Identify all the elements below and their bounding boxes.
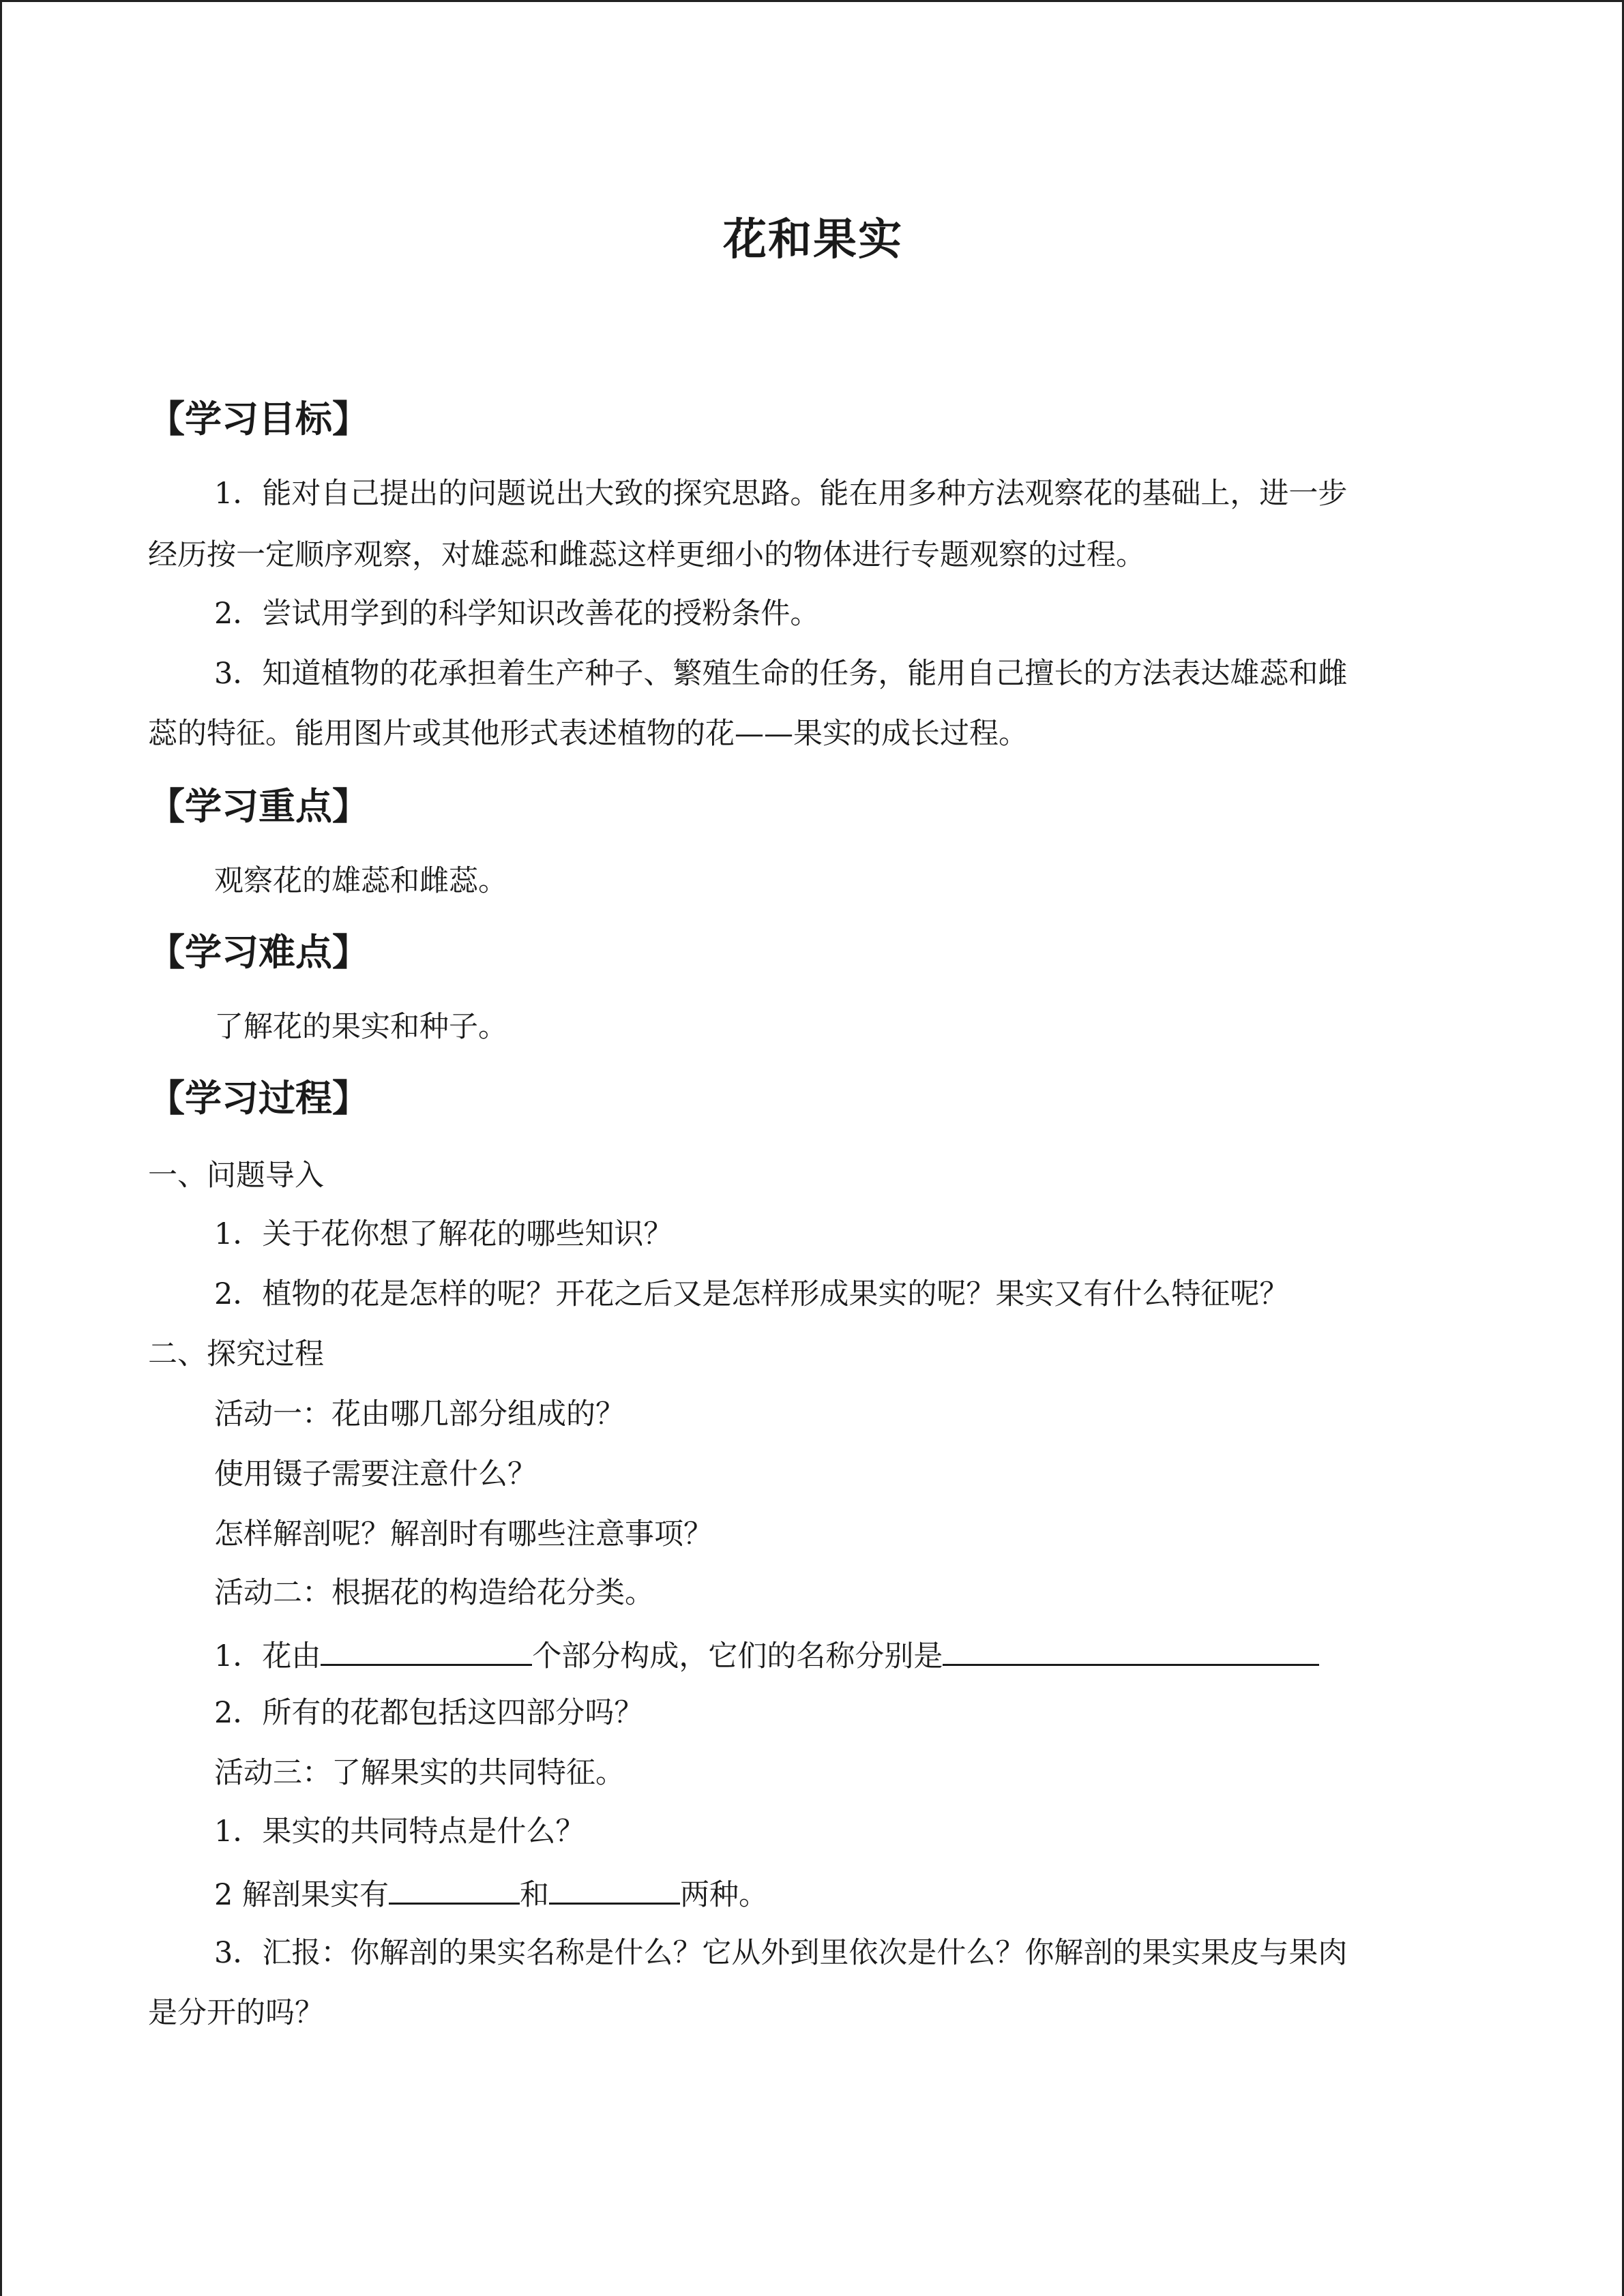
goal-3-line-2: 蕊的特征。能用图片或其他形式表述植物的花——果实的成长过程。 [148, 717, 1028, 751]
heading-key-point: 【学习重点】 [148, 784, 369, 828]
heading-difficulty: 【学习难点】 [148, 930, 369, 974]
activity-3: 活动三：了解果实的共同特征。 [214, 1756, 625, 1790]
fill-in-flower-parts [214, 1632, 1319, 1677]
blank-fruit-type-2[interactable] [549, 1871, 680, 1905]
blank-part-count[interactable] [321, 1632, 532, 1666]
section-exploration: 二、探究过程 [148, 1337, 324, 1371]
fill2-and: 和 [520, 1878, 550, 1912]
section-question-intro: 一、问题导入 [148, 1159, 324, 1193]
document-title: 花和果实 [723, 214, 903, 265]
tweezers-question: 使用镊子需要注意什么？ [214, 1457, 537, 1491]
goal-3-line-1: 3．知道植物的花承担着生产种子、繁殖生命的任务，能用自己擅长的方法表达雄蕊和雌 [214, 657, 1348, 691]
fill2-suffix: 两种。 [680, 1878, 769, 1912]
key-point-text: 观察花的雄蕊和雌蕊。 [214, 864, 507, 898]
fruit-question-1: 1．果实的共同特点是什么？ [214, 1815, 585, 1849]
fill1-prefix: 1．花由 [214, 1639, 321, 1673]
blank-part-names[interactable] [943, 1632, 1319, 1666]
activity-1: 活动一：花由哪几部分组成的？ [214, 1397, 625, 1431]
goal-2: 2．尝试用学到的科学知识改善花的授粉条件。 [214, 597, 820, 631]
heading-goals: 【学习目标】 [148, 397, 369, 441]
dissect-question: 怎样解剖呢？解剖时有哪些注意事项？ [214, 1517, 713, 1551]
blank-fruit-type-1[interactable] [389, 1871, 520, 1905]
page-left-border [0, 0, 2, 2296]
question-four-parts: 2．所有的花都包括这四部分吗？ [214, 1696, 644, 1730]
fill1-middle: 个部分构成，它们的名称分别是 [532, 1639, 943, 1673]
heading-process: 【学习过程】 [148, 1076, 369, 1120]
difficulty-text: 了解花的果实和种子。 [214, 1010, 507, 1044]
question-2: 2．植物的花是怎样的呢？开花之后又是怎样形成果实的呢？果实又有什么特征呢？ [214, 1277, 1289, 1311]
fill-in-fruit-types [214, 1871, 768, 1915]
goal-1-line-1: 1．能对自己提出的问题说出大致的探究思路。能在用多种方法观察花的基础上，进一步 [214, 477, 1348, 511]
page-top-border [0, 0, 1624, 2]
report-line-1: 3．汇报：你解剖的果实名称是什么？它从外到里依次是什么？你解剖的果实果皮与果肉 [214, 1936, 1348, 1970]
goal-1-line-2: 经历按一定顺序观察，对雄蕊和雌蕊这样更细小的物体进行专题观察的过程。 [148, 538, 1145, 572]
report-line-2: 是分开的吗？ [148, 1996, 324, 2030]
fill2-prefix: 2 解剖果实有 [214, 1878, 389, 1912]
question-1: 1．关于花你想了解花的哪些知识？ [214, 1217, 673, 1251]
activity-2: 活动二：根据花的构造给花分类。 [214, 1576, 654, 1610]
